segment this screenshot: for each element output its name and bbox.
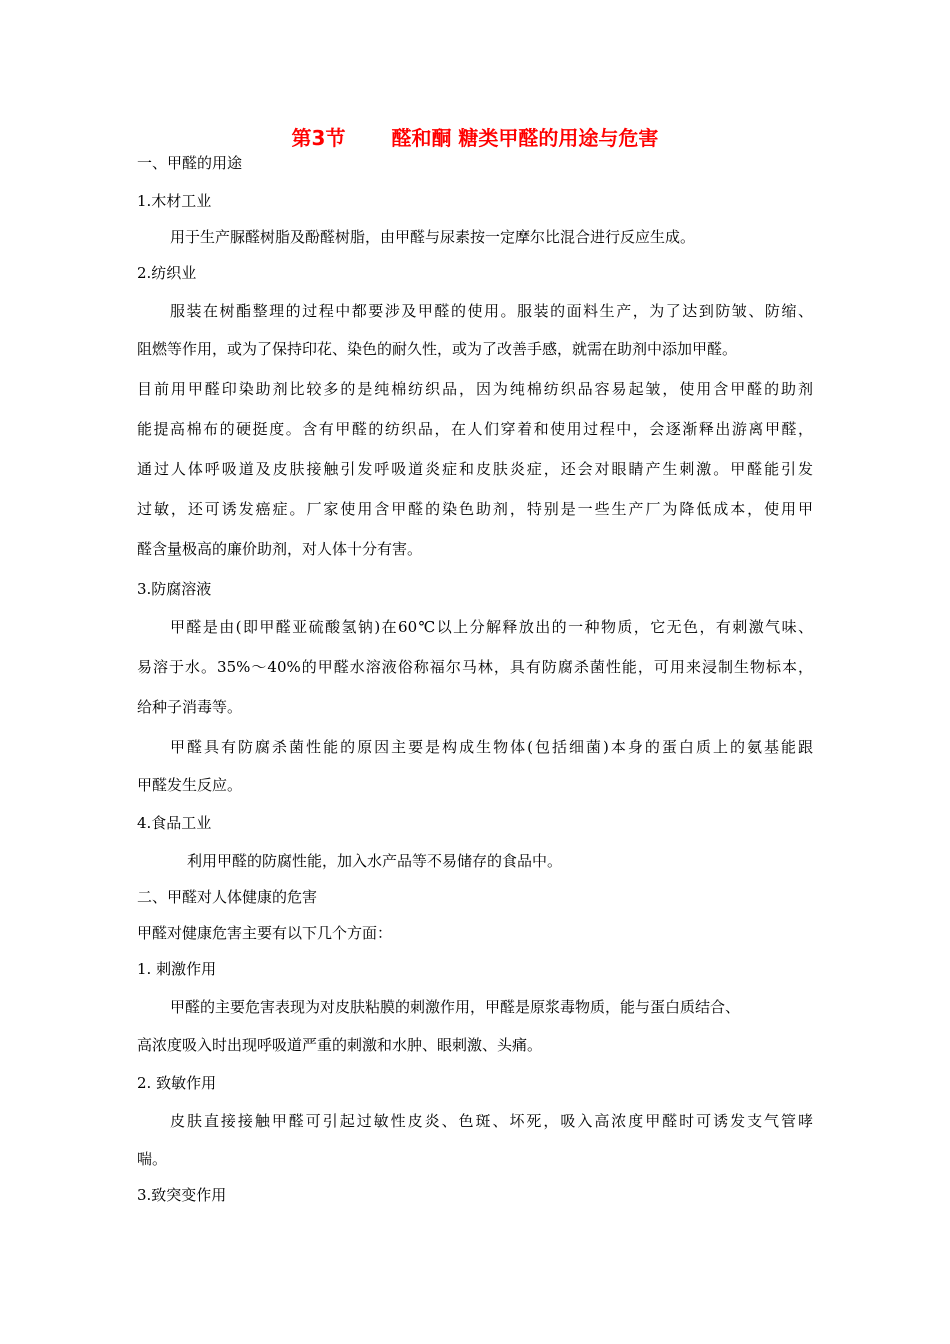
subheading-sensitization: 2. 致敏作用 bbox=[137, 1074, 217, 1092]
paragraph-irritation-line: 高浓度吸入时出现呼吸道严重的刺激和水肿、眼刺激、头痛。 bbox=[137, 1036, 543, 1054]
subheading-wood-industry: 1.木材工业 bbox=[137, 192, 212, 210]
subheading-food-industry: 4.食品工业 bbox=[137, 814, 212, 832]
paragraph-preservative-line: 给种子消毒等。 bbox=[137, 698, 243, 716]
paragraph-textile-line: 过敏，还可诱发癌症。厂家使用含甲醛的染色助剂，特别是一些生产厂为降低成本，使用甲 bbox=[137, 500, 813, 518]
paragraph-textile-line: 阻燃等作用，或为了保持印花、染色的耐久性，或为了改善手感，就需在助剂中添加甲醛。 bbox=[137, 340, 738, 358]
paragraph-sensitization-line: 喘。 bbox=[137, 1150, 168, 1168]
paragraph-antiseptic-line: 甲醛具有防腐杀菌性能的原因主要是构成生物体(包括细菌)本身的蛋白质上的氨基能跟 bbox=[170, 738, 813, 756]
paragraph-sensitization-line: 皮肤直接接触甲醛可引起过敏性皮炎、色斑、坏死，吸入高浓度甲醛时可诱发支气管哮 bbox=[170, 1112, 813, 1130]
paragraph-preservative-line: 易溶于水。35%～40%的甲醛水溶液俗称福尔马林，具有防腐杀菌性能，可用来浸制生物标本， bbox=[137, 658, 813, 676]
subheading-irritation: 1. 刺激作用 bbox=[137, 960, 217, 978]
paragraph-antiseptic-line: 甲醛发生反应。 bbox=[137, 776, 243, 794]
paragraph-irritation-line: 甲醛的主要危害表现为对皮肤粘膜的刺激作用，甲醛是原浆毒物质，能与蛋白质结合、 bbox=[170, 998, 741, 1016]
paragraph-wood-industry: 用于生产脲醛树脂及酚醛树脂，由甲醛与尿素按一定摩尔比混合进行反应生成。 bbox=[170, 228, 696, 246]
paragraph-textile-line: 能提高棉布的硬挺度。含有甲醛的纺织品，在人们穿着和使用过程中，会逐渐释出游离甲醛， bbox=[137, 420, 813, 438]
subheading-textile: 2.纺织业 bbox=[137, 264, 197, 282]
title-section-number: 第3节 bbox=[291, 126, 346, 150]
page-title bbox=[0, 124, 950, 152]
paragraph-preservative-line: 甲醛是由(即甲醛亚硫酸氢钠)在60℃以上分解释放出的一种物质，它无色，有刺激气味、 bbox=[170, 618, 813, 636]
paragraph-hazards-intro: 甲醛对健康危害主要有以下几个方面： bbox=[137, 924, 393, 942]
title-topic: 醛和酮 糖类甲醛的用途与危害 bbox=[391, 126, 659, 150]
subheading-mutagenic: 3.致突变作用 bbox=[137, 1186, 227, 1204]
paragraph-textile-line: 服装在树酯整理的过程中都要涉及甲醛的使用。服装的面料生产，为了达到防皱、防缩、 bbox=[170, 302, 813, 320]
paragraph-food-industry: 利用甲醛的防腐性能，加入水产品等不易储存的食品中。 bbox=[187, 852, 563, 870]
subheading-preservative: 3.防腐溶液 bbox=[137, 580, 212, 598]
paragraph-textile-line: 醛含量极高的廉价助剂，对人体十分有害。 bbox=[137, 540, 423, 558]
heading-uses: 一、甲醛的用途 bbox=[137, 154, 243, 172]
heading-health-hazards: 二、甲醛对人体健康的危害 bbox=[137, 888, 318, 906]
paragraph-textile-line: 目前用甲醛印染助剂比较多的是纯棉纺织品，因为纯棉纺织品容易起皱，使用含甲醛的助剂 bbox=[137, 380, 813, 398]
paragraph-textile-line: 通过人体呼吸道及皮肤接触引发呼吸道炎症和皮肤炎症，还会对眼睛产生刺激。甲醛能引发 bbox=[137, 460, 813, 478]
